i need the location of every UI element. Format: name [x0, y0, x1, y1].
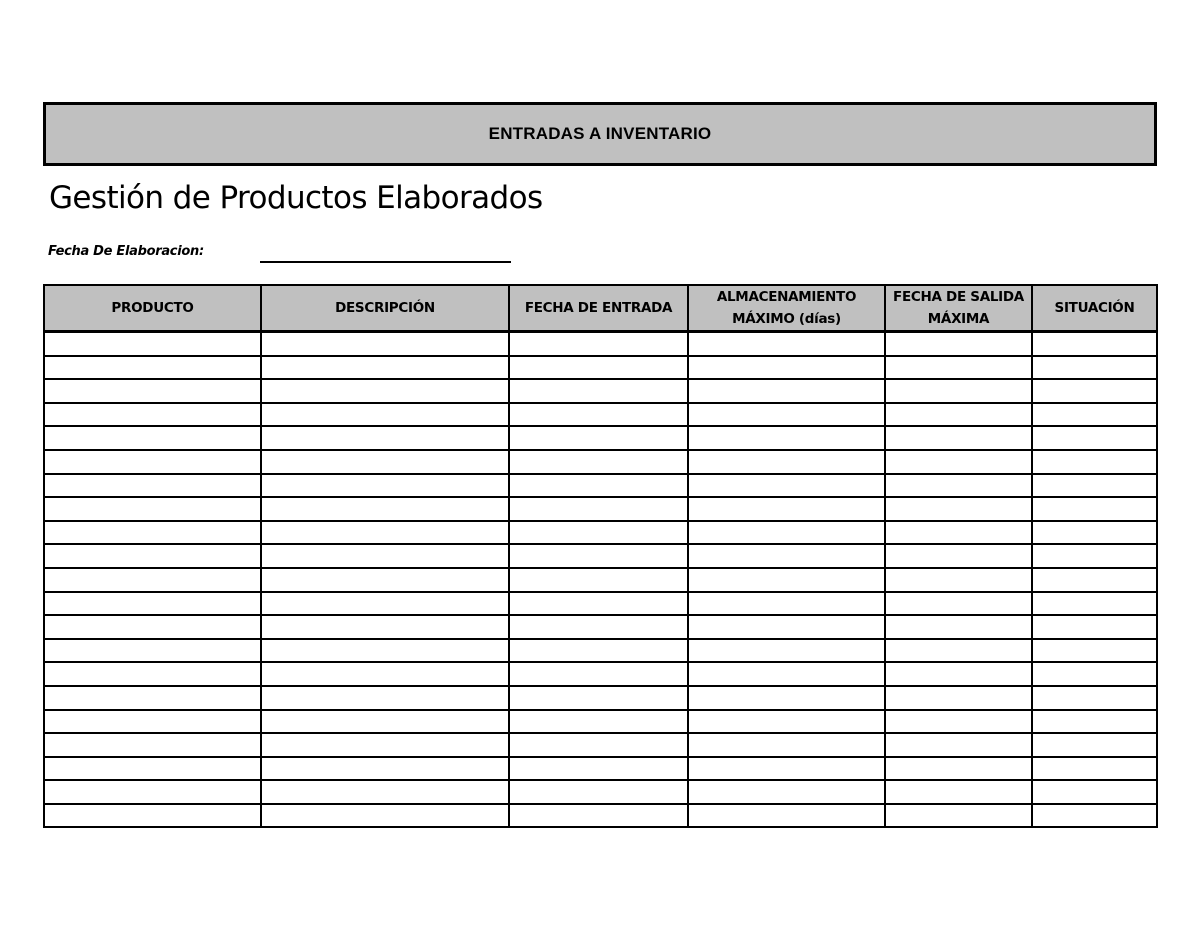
table-row [44, 356, 1157, 380]
table-cell[interactable] [688, 686, 885, 710]
table-cell[interactable] [688, 804, 885, 828]
table-cell[interactable] [885, 379, 1032, 403]
table-row [44, 497, 1157, 521]
table-cell[interactable] [261, 403, 509, 427]
table-cell[interactable] [688, 497, 885, 521]
table-cell[interactable] [509, 544, 688, 568]
table-cell[interactable] [1032, 450, 1157, 474]
table-cell[interactable] [509, 710, 688, 734]
table-row [44, 379, 1157, 403]
table-cell[interactable] [44, 521, 261, 545]
table-cell[interactable] [44, 450, 261, 474]
table-cell[interactable] [44, 332, 261, 356]
table-row [44, 686, 1157, 710]
table-cell[interactable] [885, 804, 1032, 828]
table-cell[interactable] [688, 757, 885, 781]
table-cell[interactable] [1032, 757, 1157, 781]
table-cell[interactable] [885, 592, 1032, 616]
table-cell[interactable] [44, 804, 261, 828]
table-body [44, 332, 1157, 828]
table-cell[interactable] [509, 356, 688, 380]
table-row [44, 450, 1157, 474]
inventory-table [43, 284, 1158, 828]
table-cell[interactable] [509, 474, 688, 498]
table-cell[interactable] [44, 780, 261, 804]
table-cell[interactable] [1032, 332, 1157, 356]
table-cell[interactable] [261, 544, 509, 568]
table-cell[interactable] [44, 426, 261, 450]
table-cell[interactable] [509, 686, 688, 710]
table-cell[interactable] [688, 379, 885, 403]
table-cell[interactable] [509, 403, 688, 427]
table-cell[interactable] [885, 639, 1032, 663]
table-cell[interactable] [509, 497, 688, 521]
table-cell[interactable] [1032, 710, 1157, 734]
table-cell[interactable] [1032, 356, 1157, 380]
table-cell[interactable] [44, 639, 261, 663]
table-cell[interactable] [885, 662, 1032, 686]
table-cell[interactable] [688, 639, 885, 663]
table-cell[interactable] [261, 639, 509, 663]
table-cell[interactable] [1032, 403, 1157, 427]
table-row [44, 592, 1157, 616]
table-cell[interactable] [509, 639, 688, 663]
table-cell[interactable] [885, 474, 1032, 498]
table-cell[interactable] [885, 332, 1032, 356]
table-cell[interactable] [44, 356, 261, 380]
banner-title: ENTRADAS A INVENTARIO [488, 124, 712, 143]
table-cell[interactable] [44, 615, 261, 639]
table-cell[interactable] [44, 379, 261, 403]
table-cell[interactable] [44, 568, 261, 592]
table-cell[interactable] [261, 474, 509, 498]
table-cell[interactable] [1032, 615, 1157, 639]
header-fecha-salida-maxima: FECHA DE SALIDA MÁXIMA [885, 285, 1032, 332]
table-cell[interactable] [688, 450, 885, 474]
table-cell[interactable] [688, 426, 885, 450]
table-row [44, 474, 1157, 498]
table-cell[interactable] [509, 521, 688, 545]
table-cell[interactable] [261, 426, 509, 450]
table-cell[interactable] [885, 568, 1032, 592]
table-cell[interactable] [44, 497, 261, 521]
table-cell[interactable] [885, 521, 1032, 545]
table-row [44, 639, 1157, 663]
date-field[interactable] [260, 261, 511, 263]
table-cell[interactable] [261, 592, 509, 616]
table-cell[interactable] [509, 379, 688, 403]
table-row [44, 615, 1157, 639]
table-cell[interactable] [1032, 639, 1157, 663]
page-title: Gestión de Productos Elaborados [49, 180, 543, 216]
table-cell[interactable] [261, 757, 509, 781]
table-row [44, 804, 1157, 828]
table-row [44, 757, 1157, 781]
header-descripcion: DESCRIPCIÓN [261, 285, 509, 332]
table-cell[interactable] [1032, 733, 1157, 757]
table-cell[interactable] [44, 544, 261, 568]
table-cell[interactable] [885, 757, 1032, 781]
table-cell[interactable] [1032, 804, 1157, 828]
table-row [44, 426, 1157, 450]
table-cell[interactable] [885, 403, 1032, 427]
table-cell[interactable] [44, 686, 261, 710]
banner [43, 102, 1157, 166]
table-cell[interactable] [44, 710, 261, 734]
table-cell[interactable] [688, 544, 885, 568]
table-cell[interactable] [885, 686, 1032, 710]
table-cell[interactable] [44, 757, 261, 781]
table-row [44, 332, 1157, 356]
table-cell[interactable] [261, 356, 509, 380]
table-cell[interactable] [509, 804, 688, 828]
table-cell[interactable] [509, 733, 688, 757]
table-cell[interactable] [688, 780, 885, 804]
table-cell[interactable] [1032, 521, 1157, 545]
table-cell[interactable] [885, 710, 1032, 734]
table-cell[interactable] [509, 615, 688, 639]
table-cell[interactable] [1032, 379, 1157, 403]
table-cell[interactable] [261, 568, 509, 592]
date-label: Fecha De Elaboracion: [48, 244, 204, 259]
table-cell[interactable] [688, 710, 885, 734]
table-cell[interactable] [44, 474, 261, 498]
header-situacion: SITUACIÓN [1032, 285, 1157, 332]
table-row [44, 403, 1157, 427]
table-cell[interactable] [44, 592, 261, 616]
table-cell[interactable] [1032, 497, 1157, 521]
table-cell[interactable] [44, 662, 261, 686]
table-cell[interactable] [509, 332, 688, 356]
table-cell[interactable] [688, 733, 885, 757]
table-cell[interactable] [688, 592, 885, 616]
table-cell[interactable] [688, 356, 885, 380]
table-cell[interactable] [261, 332, 509, 356]
table-cell[interactable] [261, 521, 509, 545]
table-cell[interactable] [688, 615, 885, 639]
table-cell[interactable] [261, 780, 509, 804]
table-row [44, 710, 1157, 734]
table-cell[interactable] [261, 710, 509, 734]
table-row [44, 568, 1157, 592]
table-cell[interactable] [1032, 780, 1157, 804]
table-cell[interactable] [885, 356, 1032, 380]
table-cell[interactable] [509, 757, 688, 781]
table-row [44, 521, 1157, 545]
table-row [44, 733, 1157, 757]
table-row [44, 662, 1157, 686]
table-cell[interactable] [885, 497, 1032, 521]
header-almacenamiento-maximo: ALMACENAMIENTO MÁXIMO (días) [688, 285, 885, 332]
table-cell[interactable] [261, 662, 509, 686]
table-cell[interactable] [885, 450, 1032, 474]
table-cell[interactable] [1032, 474, 1157, 498]
header-fecha-entrada: FECHA DE ENTRADA [509, 285, 688, 332]
table-cell[interactable] [509, 568, 688, 592]
table-cell[interactable] [44, 733, 261, 757]
table-cell[interactable] [688, 403, 885, 427]
table-cell[interactable] [688, 662, 885, 686]
table-cell[interactable] [509, 662, 688, 686]
header-producto: PRODUCTO [44, 285, 261, 332]
table-cell[interactable] [261, 497, 509, 521]
table-cell[interactable] [261, 615, 509, 639]
table-cell[interactable] [1032, 544, 1157, 568]
table-cell[interactable] [261, 379, 509, 403]
table-cell[interactable] [688, 474, 885, 498]
table-cell[interactable] [509, 780, 688, 804]
table-cell[interactable] [509, 592, 688, 616]
table-cell[interactable] [261, 804, 509, 828]
table-cell[interactable] [688, 568, 885, 592]
table-cell[interactable] [885, 615, 1032, 639]
table-cell[interactable] [1032, 426, 1157, 450]
table-cell[interactable] [509, 450, 688, 474]
table-cell[interactable] [688, 521, 885, 545]
table-header-row [44, 285, 1157, 332]
table-cell[interactable] [885, 780, 1032, 804]
table-cell[interactable] [885, 733, 1032, 757]
table-cell[interactable] [261, 733, 509, 757]
table-cell[interactable] [885, 426, 1032, 450]
table-cell[interactable] [44, 403, 261, 427]
table-cell[interactable] [1032, 662, 1157, 686]
table-cell[interactable] [885, 544, 1032, 568]
table-row [44, 780, 1157, 804]
table-cell[interactable] [1032, 568, 1157, 592]
table-cell[interactable] [1032, 592, 1157, 616]
table-row [44, 544, 1157, 568]
table-cell[interactable] [688, 332, 885, 356]
table-cell[interactable] [509, 426, 688, 450]
table-cell[interactable] [261, 450, 509, 474]
table-cell[interactable] [1032, 686, 1157, 710]
table-cell[interactable] [261, 686, 509, 710]
